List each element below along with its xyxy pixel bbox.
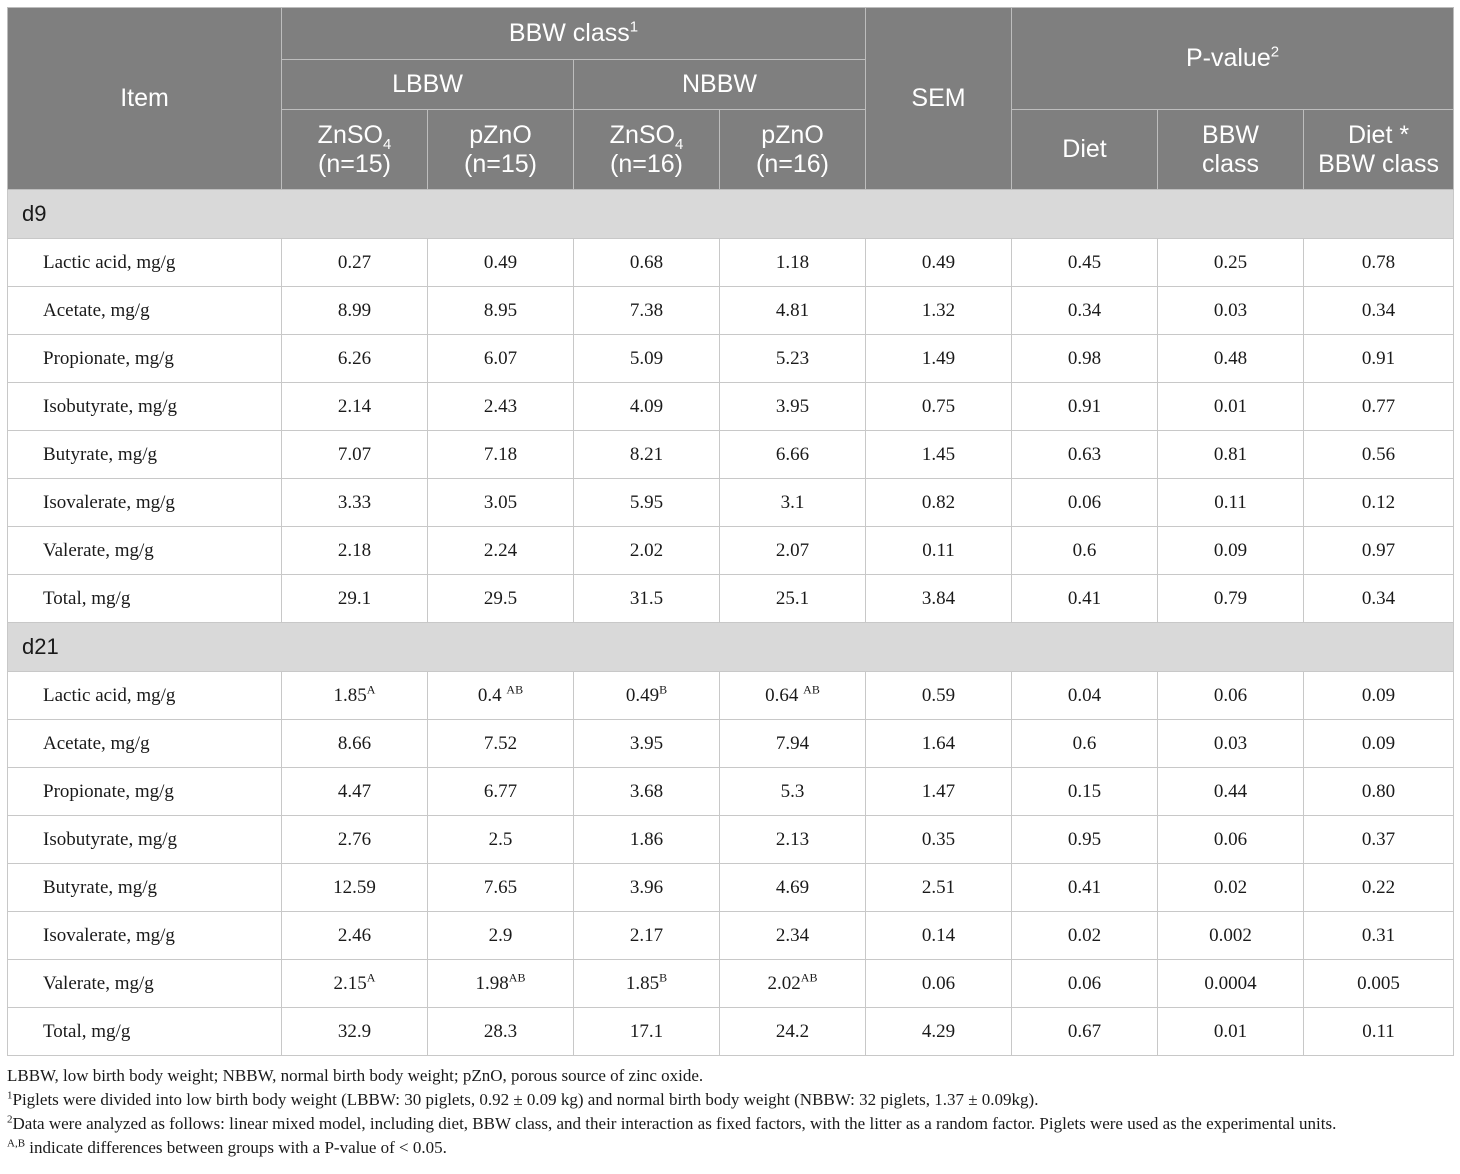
table-row: [8, 864, 1454, 912]
sem-cell: 1.32: [866, 287, 1012, 335]
table-row: [8, 479, 1454, 527]
value-text: 8.99: [337, 299, 372, 321]
value-text: 32.9: [337, 1020, 372, 1042]
row-item-label: Isobutyrate, mg/g: [8, 383, 282, 431]
table-row: [8, 912, 1454, 960]
value-cell: [428, 672, 574, 720]
value-text: 1.18: [775, 251, 810, 273]
row-item-label: Propionate, mg/g: [8, 335, 282, 383]
value-cell: [282, 816, 428, 864]
sem-cell: 0.49: [866, 239, 1012, 287]
significance-superscript: AB: [803, 682, 820, 697]
table-row: [8, 527, 1454, 575]
value-text: 6.77: [483, 780, 518, 802]
value-text: 4.47: [337, 780, 372, 802]
value-text: 29.1: [337, 587, 372, 609]
table-row: [8, 672, 1454, 720]
significance-superscript: A: [366, 970, 376, 985]
pvalue-cell: 0.06: [1158, 816, 1304, 864]
value-cell: [428, 912, 574, 960]
table-row: [8, 960, 1454, 1008]
row-item-label: Valerate, mg/g: [8, 527, 282, 575]
value-text: 2.02: [767, 972, 801, 994]
footnote-1: $^1$Piglets were divided into low birth body weight (LBBW: 30 piglets, 0.92 ± 0.09 kg) and normal birth body weight (NBBW: 32 piglets, 1.37 ± 0.09kg).: [7, 1089, 1039, 1109]
value-text: 2.5: [488, 828, 513, 850]
value-cell: [574, 335, 720, 383]
value-cell: [574, 864, 720, 912]
row-item-label: Acetate, mg/g: [8, 287, 282, 335]
significance-superscript: B: [659, 682, 668, 697]
row-item-label: Acetate, mg/g: [8, 720, 282, 768]
value-text: 0.49: [483, 251, 518, 273]
value-cell: [282, 575, 428, 623]
table-row: [8, 335, 1454, 383]
value-cell: [574, 287, 720, 335]
pvalue-cell: 0.02: [1012, 912, 1158, 960]
value-text: 7.38: [629, 299, 664, 321]
value-text: 2.18: [337, 539, 372, 561]
pvalue-cell: 0.002: [1158, 912, 1304, 960]
value-text: 3.95: [775, 395, 810, 417]
value-cell: [282, 960, 428, 1008]
value-text: 8.66: [337, 732, 372, 754]
row-item-label: Isobutyrate, mg/g: [8, 816, 282, 864]
value-cell: [428, 575, 574, 623]
value-text: 2.9: [488, 924, 513, 946]
value-text: 8.95: [483, 299, 518, 321]
pvalue-cell: 0.15: [1012, 768, 1158, 816]
value-cell: [574, 960, 720, 1008]
value-text: 29.5: [483, 587, 518, 609]
pvalue-cell: 0.48: [1158, 335, 1304, 383]
sem-cell: 0.14: [866, 912, 1012, 960]
value-text: 2.17: [629, 924, 664, 946]
pvalue-cell: 0.06: [1012, 479, 1158, 527]
pvalue-cell: 0.09: [1158, 527, 1304, 575]
value-cell: [720, 431, 866, 479]
sem-cell: 3.84: [866, 575, 1012, 623]
value-text: 17.1: [629, 1020, 664, 1042]
value-cell: [282, 479, 428, 527]
pvalue-cell: 0.04: [1012, 672, 1158, 720]
value-cell: [282, 768, 428, 816]
value-text: 6.26: [337, 347, 372, 369]
pvalue-cell: 0.25: [1158, 239, 1304, 287]
table-row: [8, 287, 1454, 335]
significance-superscript: AB: [506, 682, 524, 697]
sem-cell: 1.49: [866, 335, 1012, 383]
header-p-diet: Diet: [1012, 110, 1158, 190]
value-cell: [282, 912, 428, 960]
value-cell: [574, 720, 720, 768]
pvalue-cell: 0.6: [1012, 527, 1158, 575]
value-text: 4.81: [775, 299, 810, 321]
value-cell: [428, 527, 574, 575]
value-text: 4.69: [775, 876, 810, 898]
value-cell: [428, 479, 574, 527]
significance-superscript: B: [659, 970, 668, 985]
value-text: 7.07: [337, 443, 372, 465]
table-row: [8, 720, 1454, 768]
value-text: 3.1: [780, 491, 805, 513]
value-text: 25.1: [775, 587, 810, 609]
pvalue-cell: 0.06: [1012, 960, 1158, 1008]
sem-cell: 0.35: [866, 816, 1012, 864]
header-item: Item: [8, 8, 282, 190]
value-text: 2.43: [483, 395, 518, 417]
significance-superscript: A: [366, 682, 376, 697]
value-text: 2.76: [337, 828, 372, 850]
pvalue-cell: 0.78: [1304, 239, 1454, 287]
value-text: 28.3: [483, 1020, 518, 1042]
section-row: [8, 623, 1454, 672]
row-item-label: Propionate, mg/g: [8, 768, 282, 816]
pvalue-cell: 0.6: [1012, 720, 1158, 768]
value-cell: [720, 960, 866, 1008]
value-text: 2.46: [337, 924, 372, 946]
value-cell: [428, 720, 574, 768]
table-row: [8, 239, 1454, 287]
pvalue-cell: 0.11: [1304, 1008, 1454, 1056]
pvalue-cell: 0.56: [1304, 431, 1454, 479]
value-cell: [574, 912, 720, 960]
header-col-4: pZnO (n=16): [720, 110, 866, 190]
row-item-label: Lactic acid, mg/g: [8, 672, 282, 720]
value-cell: [574, 768, 720, 816]
sem-cell: 4.29: [866, 1008, 1012, 1056]
pvalue-cell: 0.02: [1158, 864, 1304, 912]
row-item-label: Isovalerate, mg/g: [8, 479, 282, 527]
sem-cell: 1.47: [866, 768, 1012, 816]
value-cell: [428, 960, 574, 1008]
value-cell: [574, 672, 720, 720]
pvalue-cell: 0.34: [1304, 287, 1454, 335]
value-text: 5.23: [775, 347, 810, 369]
pvalue-cell: 0.34: [1012, 287, 1158, 335]
value-cell: [720, 864, 866, 912]
value-text: 0.49: [625, 684, 660, 706]
header-lbbw: LBBW: [282, 60, 574, 110]
value-text: 3.95: [629, 732, 664, 754]
row-item-label: Total, mg/g: [8, 1008, 282, 1056]
footnote-abbrev: LBBW, low birth body weight; NBBW, normal birth body weight; pZnO, porous source of zinc oxide.: [7, 1066, 704, 1085]
sem-cell: 0.82: [866, 479, 1012, 527]
value-text: 7.52: [483, 732, 518, 754]
value-cell: [720, 720, 866, 768]
value-cell: [720, 239, 866, 287]
pvalue-cell: 0.67: [1012, 1008, 1158, 1056]
significance-superscript: AB: [800, 970, 818, 985]
value-text: 2.34: [775, 924, 810, 946]
value-cell: [574, 479, 720, 527]
value-text: 6.07: [483, 347, 518, 369]
value-text: 2.02: [629, 539, 664, 561]
sem-cell: 1.64: [866, 720, 1012, 768]
footnote-2: $^2$Data were analyzed as follows: linear mixed model, including diet, BBW class, and their interaction as fixed factors, with the litter as a random factor. Piglets were used as the experimental units.: [7, 1113, 1337, 1133]
value-cell: [574, 575, 720, 623]
header-sem: SEM: [866, 8, 1012, 190]
section-row: [8, 190, 1454, 239]
pvalue-cell: 0.37: [1304, 816, 1454, 864]
value-cell: [574, 383, 720, 431]
value-cell: [282, 383, 428, 431]
value-text: 5.09: [629, 347, 664, 369]
pvalue-cell: 0.03: [1158, 287, 1304, 335]
sem-cell: 0.06: [866, 960, 1012, 1008]
footnotes: [7, 1064, 1453, 1160]
pvalue-cell: 0.0004: [1158, 960, 1304, 1008]
value-cell: [720, 768, 866, 816]
header-col-3: ZnSO$_4$ (n=16): [574, 110, 720, 190]
value-cell: [282, 431, 428, 479]
pvalue-cell: 0.06: [1158, 672, 1304, 720]
value-cell: [282, 672, 428, 720]
value-text: 0.27: [337, 251, 372, 273]
header-p-bbw: BBW class: [1158, 110, 1304, 190]
value-cell: [574, 816, 720, 864]
sem-cell: 0.75: [866, 383, 1012, 431]
value-cell: [720, 287, 866, 335]
table-row: [8, 383, 1454, 431]
sem-cell: 0.11: [866, 527, 1012, 575]
value-text: 12.59: [333, 876, 376, 898]
row-item-label: Valerate, mg/g: [8, 960, 282, 1008]
value-text: 3.96: [629, 876, 664, 898]
pvalue-cell: 0.45: [1012, 239, 1158, 287]
value-text: 8.21: [629, 443, 664, 465]
value-cell: [720, 527, 866, 575]
table-row: [8, 816, 1454, 864]
value-cell: [282, 1008, 428, 1056]
pvalue-cell: 0.03: [1158, 720, 1304, 768]
pvalue-cell: 0.22: [1304, 864, 1454, 912]
pvalue-cell: 0.09: [1304, 672, 1454, 720]
value-cell: [428, 864, 574, 912]
pvalue-cell: 0.31: [1304, 912, 1454, 960]
header-p-interaction: Diet * BBW class: [1304, 110, 1454, 190]
pvalue-cell: 0.80: [1304, 768, 1454, 816]
header-col-1: ZnSO$_4$ (n=15): [282, 110, 428, 190]
value-text: 4.09: [629, 395, 664, 417]
value-text: 2.14: [337, 395, 372, 417]
pvalue-cell: 0.41: [1012, 864, 1158, 912]
value-cell: [428, 816, 574, 864]
sem-cell: 0.59: [866, 672, 1012, 720]
value-text: 5.95: [629, 491, 664, 513]
value-cell: [574, 431, 720, 479]
pvalue-cell: 0.63: [1012, 431, 1158, 479]
value-text: 31.5: [629, 587, 664, 609]
value-cell: [428, 239, 574, 287]
value-cell: [574, 1008, 720, 1056]
pvalue-cell: 0.12: [1304, 479, 1454, 527]
value-text: 1.86: [629, 828, 664, 850]
pvalue-cell: 0.95: [1012, 816, 1158, 864]
value-cell: [428, 383, 574, 431]
value-cell: [428, 431, 574, 479]
value-cell: [720, 1008, 866, 1056]
table-container: [7, 7, 1453, 1160]
value-cell: [720, 335, 866, 383]
value-cell: [574, 239, 720, 287]
value-text: 5.3: [780, 780, 805, 802]
pvalue-cell: 0.01: [1158, 383, 1304, 431]
pvalue-cell: 0.09: [1304, 720, 1454, 768]
pvalue-cell: 0.98: [1012, 335, 1158, 383]
value-text: 0.4: [477, 684, 507, 706]
value-cell: [720, 912, 866, 960]
results-table: [7, 7, 1454, 1056]
section-label: d21: [8, 623, 1454, 672]
pvalue-cell: 0.81: [1158, 431, 1304, 479]
value-cell: [428, 1008, 574, 1056]
sem-cell: 2.51: [866, 864, 1012, 912]
value-cell: [428, 768, 574, 816]
value-cell: [282, 335, 428, 383]
value-text: 1.98: [475, 972, 509, 994]
row-item-label: Isovalerate, mg/g: [8, 912, 282, 960]
pvalue-cell: 0.91: [1304, 335, 1454, 383]
significance-superscript: AB: [508, 970, 526, 985]
value-text: 24.2: [775, 1020, 810, 1042]
value-text: 3.05: [483, 491, 518, 513]
pvalue-cell: 0.79: [1158, 575, 1304, 623]
table-row: [8, 768, 1454, 816]
value-cell: [720, 479, 866, 527]
table-row: [8, 575, 1454, 623]
value-cell: [282, 239, 428, 287]
value-text: 6.66: [775, 443, 810, 465]
value-cell: [428, 287, 574, 335]
pvalue-cell: 0.005: [1304, 960, 1454, 1008]
row-item-label: Butyrate, mg/g: [8, 431, 282, 479]
header-pvalue: P-value$^2$: [1012, 8, 1454, 110]
row-item-label: Total, mg/g: [8, 575, 282, 623]
value-text: 2.24: [483, 539, 518, 561]
header-col-2: pZnO (n=15): [428, 110, 574, 190]
value-text: 7.94: [775, 732, 810, 754]
row-item-label: Lactic acid, mg/g: [8, 239, 282, 287]
value-cell: [282, 720, 428, 768]
value-cell: [282, 527, 428, 575]
value-text: 2.13: [775, 828, 810, 850]
value-cell: [720, 672, 866, 720]
section-label: d9: [8, 190, 1454, 239]
value-cell: [574, 527, 720, 575]
pvalue-cell: 0.11: [1158, 479, 1304, 527]
pvalue-cell: 0.77: [1304, 383, 1454, 431]
value-text: 1.85: [625, 972, 660, 994]
value-cell: [720, 383, 866, 431]
value-text: 3.33: [337, 491, 372, 513]
value-text: 1.85: [333, 684, 367, 706]
pvalue-cell: 0.97: [1304, 527, 1454, 575]
value-text: 7.65: [483, 876, 518, 898]
value-cell: [282, 864, 428, 912]
pvalue-cell: 0.34: [1304, 575, 1454, 623]
value-text: 7.18: [483, 443, 518, 465]
value-text: 2.07: [775, 539, 810, 561]
value-text: 2.15: [333, 972, 367, 994]
value-cell: [720, 575, 866, 623]
pvalue-cell: 0.44: [1158, 768, 1304, 816]
pvalue-cell: 0.41: [1012, 575, 1158, 623]
value-cell: [282, 287, 428, 335]
footnote-3: $^{A,B}$ indicate differences between groups with a P-value of < 0.05.: [7, 1137, 447, 1157]
header-nbbw: NBBW: [574, 60, 866, 110]
value-text: 3.68: [629, 780, 664, 802]
row-item-label: Butyrate, mg/g: [8, 864, 282, 912]
value-text: 0.68: [629, 251, 664, 273]
value-text: 0.64: [765, 684, 804, 706]
header-bbw-class: BBW class$^1$: [282, 8, 866, 60]
pvalue-cell: 0.01: [1158, 1008, 1304, 1056]
table-row: [8, 1008, 1454, 1056]
value-cell: [428, 335, 574, 383]
pvalue-cell: 0.91: [1012, 383, 1158, 431]
value-cell: [720, 816, 866, 864]
table-body: [8, 190, 1454, 1056]
sem-cell: 1.45: [866, 431, 1012, 479]
table-row: [8, 431, 1454, 479]
